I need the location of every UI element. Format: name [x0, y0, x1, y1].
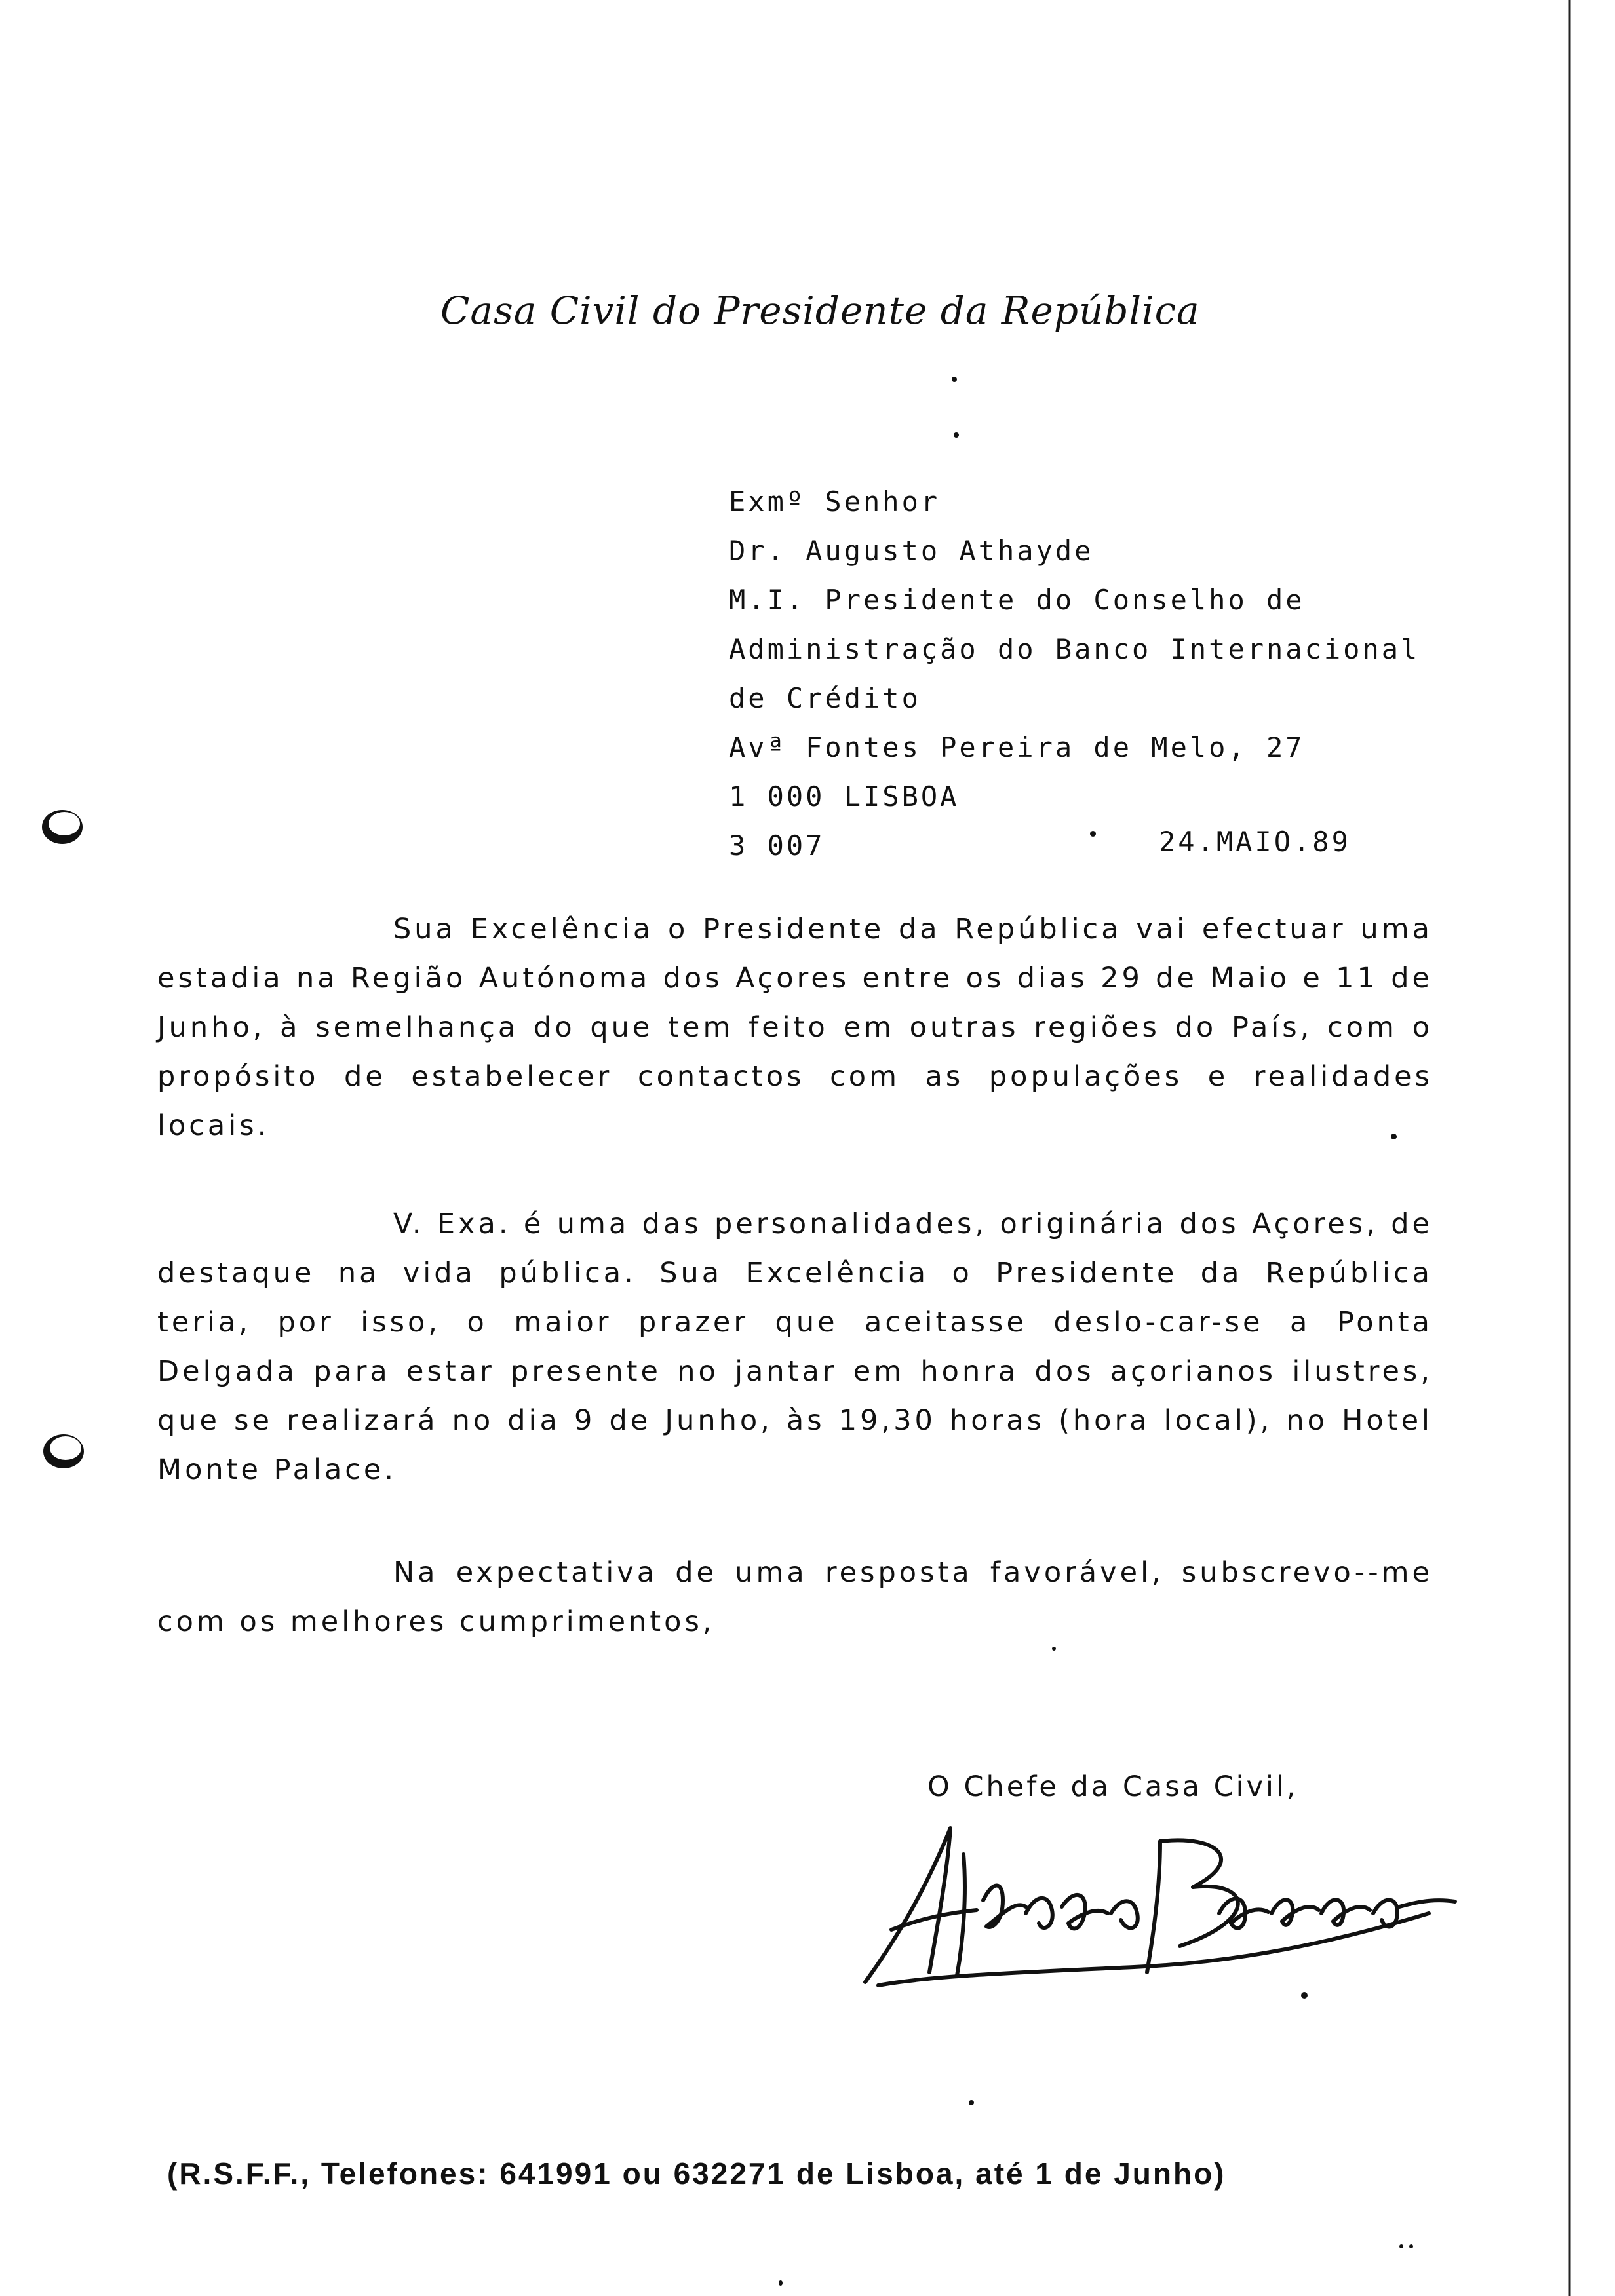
recipient-line: 3 007: [729, 830, 825, 862]
recipient-line: de Crédito: [729, 682, 921, 714]
punch-hole-icon: [41, 1432, 87, 1471]
signature-drawing: [852, 1815, 1462, 1999]
scan-speck: [969, 2100, 974, 2105]
letterhead: Casa Civil do Presidente da República: [440, 288, 1200, 333]
scan-speck: [952, 377, 957, 382]
scan-edge-line: [1568, 0, 1572, 2296]
scan-speck: [1301, 1992, 1308, 1999]
scan-speck: [954, 432, 959, 438]
closing-title: O Chefe da Casa Civil,: [927, 1770, 1298, 1803]
recipient-line: Administração do Banco Internacional: [729, 633, 1420, 665]
body-paragraph: Sua Excelência o Presidente da República vai efectuar uma estadia na Região Autónoma dos Açores entre os dias 29 de Maio e 11 de Junho, à semelhança do que tem feito em outras regiões do País, com o propósito de estabelecer contactos com as populações e realidades locais.: [157, 913, 1433, 1142]
letter-date: 24.MAIO.89: [1159, 826, 1351, 858]
scan-speck: [1391, 1134, 1397, 1139]
scan-speck: [1409, 2244, 1413, 2248]
handwritten-signature: [852, 1815, 1462, 1999]
recipient-line: M.I. Presidente do Conselho de: [729, 584, 1305, 616]
footer-note: (R.S.F.F., Telefones: 641991 ou 632271 de Lisboa, até 1 de Junho): [167, 2156, 1226, 2191]
recipient-line: Avª Fontes Pereira de Melo, 27: [729, 731, 1305, 763]
body-paragraph: Na expectativa de uma resposta favorável, subscrevo--me com os melhores cumprimentos,: [157, 1556, 1433, 1638]
body-paragraph: V. Exa. é uma das personalidades, originária dos Açores, de destaque na vida pública. Sua Excelência o Presidente da República teria, por isso, o maior prazer que aceitasse deslo-car-se a Ponta Delgada para estar presente no jantar em honra dos açorianos ilustres, que se realizará no dia 9 de Junho, às 19,30 horas (hora local), no Hotel Monte Palace.: [157, 1208, 1433, 1486]
punch-hole-icon: [39, 807, 85, 847]
recipient-line: Exmº Senhor: [729, 486, 941, 518]
scan-speck: [1090, 831, 1096, 837]
recipient-line: Dr. Augusto Athayde: [729, 535, 1094, 567]
scan-speck: [1052, 1647, 1056, 1651]
scan-speck: [1399, 2244, 1403, 2248]
recipient-address: [729, 477, 1542, 870]
scan-speck: [779, 2280, 783, 2286]
recipient-line: 1 000 LISBOA: [729, 780, 960, 813]
